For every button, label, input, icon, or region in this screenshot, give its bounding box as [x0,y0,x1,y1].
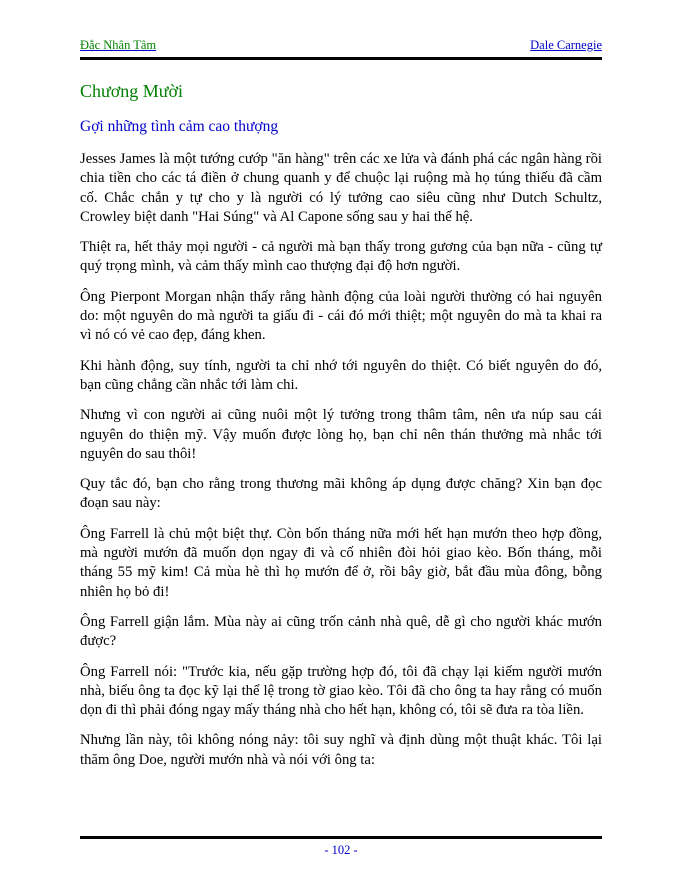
paragraph: Ông Farrell là chủ một biệt thự. Còn bốn tháng nữa mới hết hạn mướn theo hợp đồng, mà người mướn đã muốn dọn ngay đi và cố nhiên đòi hỏi giao kèo. Bốn tháng, mỗi tháng 55 mỹ kim! Cả mùa hè thì họ mướn để ở, rồi bây giờ, bắt đầu mùa đông, bỗng nhiên họ bỏ đi! [80,525,602,600]
header-author-link[interactable]: Dale Carnegie [530,38,602,52]
chapter-subtitle: Gợi những tình cảm cao thượng [80,118,279,135]
document-page [80,38,602,781]
body-text [80,150,602,770]
paragraph: Jesses James là một tướng cướp "ăn hàng" trên các xe lửa và đánh phá các ngân hàng rồi chia tiền cho các tá điền ở chung quanh y để chuộc lại ruộng mà họ túng thiếu đã cầm cố. Chắc chắn y tự cho y là người có lý tưởng cao siêu cũng như Dutch Schultz, Crowley biệt danh "Hai Súng" và Al Capone sống sau y hai thế hệ. [80,151,602,225]
paragraph: Nhưng vì con người ai cũng nuôi một lý tưởng trong thâm tâm, nên ưa núp sau cái nguyên do thiện mỹ. Vậy muốn được lòng họ, bạn chỉ nên thán thưởng mà nhắc tới nguyên do sau thôi! [80,407,602,462]
page-footer [80,836,602,859]
paragraph: Ông Farrell nói: "Trước kia, nếu gặp trường hợp đó, tôi đã chạy lại kiếm người mướn nhà, biểu ông ta đọc kỹ lại thể lệ trong tờ giao kèo. Tôi đã cho ông ta hay rằng có muốn dọn đi thì phải đóng ngay mấy tháng nhà cho hết hạn, không có, tôi sẽ đưa ra tòa liền. [80,663,602,719]
chapter-title: Chương Mười [80,81,184,101]
paragraph: Thiệt ra, hết thảy mọi người - cả người mà bạn thấy trong gương của bạn nữa - cũng tự quý trọng mình, và cảm thấy mình cao thượng đại độ hơn người. [80,239,602,275]
paragraph: Ông Farrell giận lắm. Mùa này ai cũng trốn cảnh nhà quê, dễ gì cho người khác mướn được? [80,613,602,650]
header-book-title-link[interactable]: Đắc Nhân Tâm [80,38,157,52]
paragraph: Nhưng lần này, tôi không nóng nảy: tôi suy nghĩ và định dùng một thuật khác. Tôi lại thăm ông Doe, người mướn nhà và nói với ông ta: [80,732,602,768]
paragraph: Khi hành động, suy tính, người ta chỉ nhớ tới nguyên do thiệt. Có biết nguyên do đó, bạn cũng chẳng cần nhắc tới làm chi. [80,357,602,393]
paragraph: Quy tắc đó, bạn cho rằng trong thương mãi không áp dụng được chăng? Xin bạn đọc đoạn sau này: [80,476,602,512]
running-header [80,38,602,60]
paragraph: Ông Pierpont Morgan nhận thấy rằng hành động của loài người thường có hai nguyên do: một nguyên do mà người ta giấu đi - cái đó mới thiệt; một nguyên do mà ta khai ra vì nó có vẻ cao đẹp, đáng khen. [80,288,602,344]
page-number: - 102 - [324,843,358,857]
